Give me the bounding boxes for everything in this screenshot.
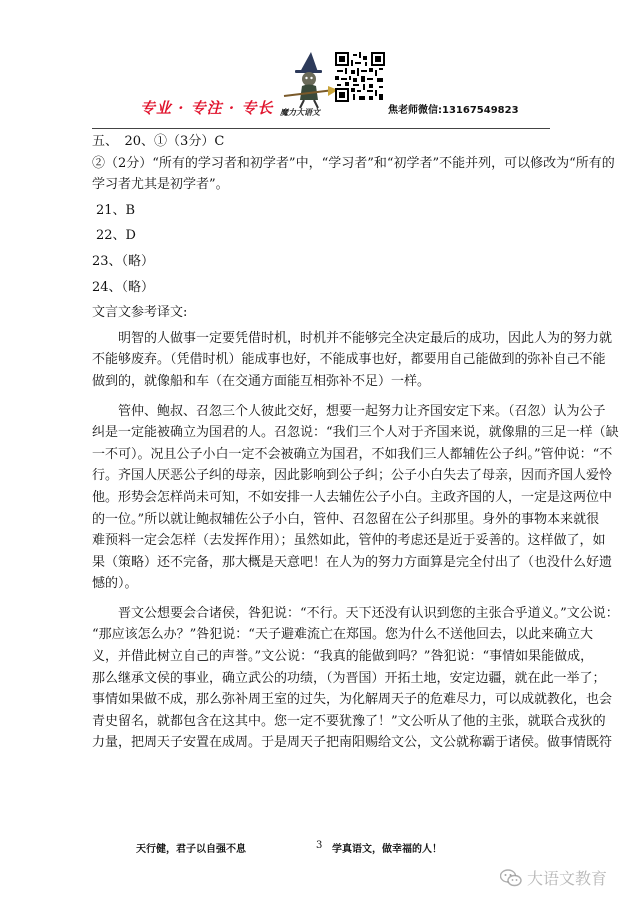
paragraph-3-line: 青史留名，就都包含在这其中。您一定不要犹豫了！”文公听从了他的主张，就联合戎狄的 bbox=[92, 713, 606, 729]
qr-code-icon bbox=[335, 52, 385, 102]
answer-line-20-2: ②（2分）“所有的学习者和初学者”中，“学习者”和“初学者”不能并列，可以修改为“所有的 bbox=[92, 155, 615, 171]
brand-slogan: 专业 · 专注 · 专长 bbox=[140, 99, 274, 117]
paragraph-2-line: 的一位。”所以就让鲍叔辅佐公子小白，管仲、召忽留在公子纠那里。身外的事物本来就很 bbox=[92, 511, 600, 527]
page-number: 3 bbox=[316, 840, 323, 851]
answer-line-20-3: 学习者尤其是初学者”。 bbox=[92, 177, 229, 193]
paragraph-2-line: 一不可）。况且公子小白一定不会被确立为国君，不如我们三人都辅佐公子纠。”管仲说：“不 bbox=[92, 446, 613, 462]
wechat-watermark bbox=[500, 866, 607, 889]
answer-line-20-1: 五、 20、①（3分）C bbox=[92, 134, 225, 149]
header-divider bbox=[92, 128, 550, 129]
answer-21: 21、B bbox=[96, 202, 136, 218]
answer-24: 24、（略） bbox=[92, 279, 155, 295]
paragraph-1-line: 做到的，就像船和车（在交通方面能互相弥补不足）一样。 bbox=[92, 373, 431, 389]
footer-motto: 天行健，君子以自强不息 bbox=[136, 844, 246, 855]
paragraph-3-line: 事情如果做不成，那么弥补周王室的过失，为化解周天子的危难尽力，可以成就教化，也会 bbox=[92, 692, 613, 708]
paragraph-3-line: 那么继承文侯的事业，确立武公的功绩，（为晋国）开拓土地，安定边疆，就在此一举了； bbox=[92, 670, 606, 686]
paragraph-2-line: 憾的）。 bbox=[92, 576, 138, 592]
paragraph-3-line: 晋文公想要会合诸侯，咎犯说：“不行。天下还没有认识到您的主张合乎道义。”文公说： bbox=[118, 605, 619, 621]
paragraph-3-line: 义，并借此树立自己的声誉。”文公说：“我真的能做到吗？”咎犯说：“事情如果能做成， bbox=[92, 649, 594, 665]
paragraph-1-line: 不能够废弃。（凭借时机）能成事也好，不能成事也好，都要用自己能做到的弥补自己不能 bbox=[92, 352, 606, 368]
paragraph-1-line: 明智的人做事一定要凭借时机，时机并不能够完全决定最后的成功，因此人为的努力就 bbox=[118, 330, 613, 346]
brand-name: 魔力大语文 bbox=[280, 107, 320, 117]
paragraph-2-line: 管仲、鲍叔、召忽三个人彼此交好，想要一起努力让齐国安定下来。（召忽）认为公子 bbox=[118, 403, 606, 419]
watermark-text: 大语文教育 bbox=[527, 869, 608, 888]
paragraph-2-line: 难预料一定会怎样（去发挥作用）；虽然如此，管仲的考虑还是近于妥善的。这样做了，如 bbox=[92, 533, 606, 549]
answer-content bbox=[92, 131, 619, 754]
wechat-icon bbox=[500, 869, 522, 887]
paragraph-2-line: 他。形势会怎样尚未可知，不如安排一人去辅佐公子小白。主政齐国的人，一定是这两位中 bbox=[92, 489, 613, 505]
answer-22: 22、D bbox=[96, 228, 136, 244]
section-heading-translation: 文言文参考译文: bbox=[92, 305, 188, 321]
paragraph-2-line: 纠是一定能被确立为国君的人。召忽说：“我们三个人对于齐国来说，就像鼎的三足一样（缺 bbox=[92, 425, 619, 441]
paragraph-2-line: 行。齐国人厌恶公子纠的母亲，因此影响到公子纠；公子小白失去了母亲，因而齐国人爱怜 bbox=[92, 468, 613, 484]
answer-23: 23、（略） bbox=[92, 253, 155, 269]
paragraph-3-line: “那应该怎么办？”咎犯说：“天子避难流亡在郑国。您为什么不送他回去，以此来确立大 bbox=[92, 627, 593, 643]
paragraph-3-line: 力量，把周天子安置在成周。于是周天子把南阳赐给文公，文公就称霸于诸侯。做事情既符 bbox=[92, 735, 613, 751]
mascot-logo-icon bbox=[278, 50, 340, 112]
paragraph-2-line: 果（策略）还不完备，那大概是天意吧！在人为的努力方面算是完全付出了（也没什么好遗 bbox=[92, 554, 613, 570]
teacher-contact: 焦老师微信:13167549823 bbox=[388, 105, 519, 116]
footer-slogan: 学真语文，做幸福的人！ bbox=[332, 844, 442, 855]
